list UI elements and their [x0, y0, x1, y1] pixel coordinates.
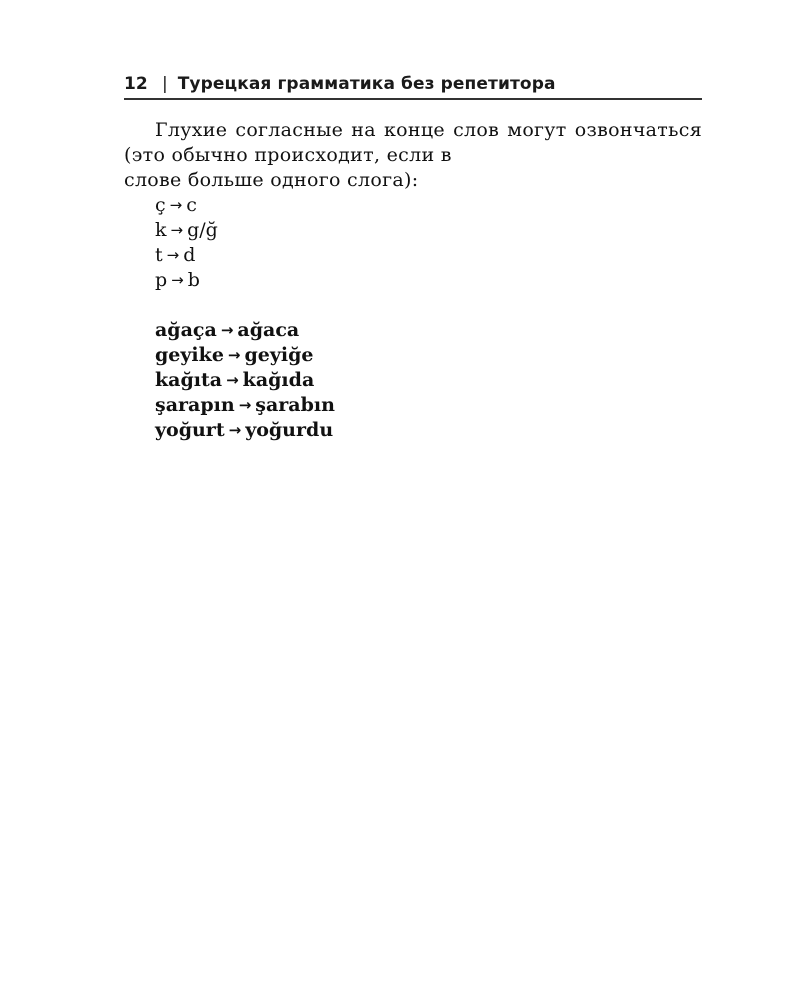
consonant-rules-list [124, 193, 702, 293]
page-number: 12 [124, 74, 148, 94]
book-page [124, 70, 702, 443]
arrow-icon: → [170, 221, 184, 239]
arrow-icon: → [166, 246, 180, 264]
arrow-icon: → [169, 196, 183, 214]
examples-list [124, 318, 702, 443]
example-item: yoğurt → yoğurdu [155, 419, 334, 441]
intro-paragraph-text: Глухие согласные на конце слов могут озвончаться (это обычно происходит, если в [124, 119, 702, 166]
example-item: kağıta → kağıda [155, 369, 315, 391]
rule-item: t → d [155, 244, 196, 266]
arrow-icon: → [238, 396, 252, 414]
header-separator: | [162, 74, 168, 94]
example-item: geyike → geyiğe [155, 344, 314, 366]
intro-paragraph-tail: слове больше одного слога): [124, 169, 419, 191]
example-item: şarapın → şarabın [155, 394, 335, 416]
arrow-icon: → [220, 321, 234, 339]
intro-paragraph [124, 118, 702, 193]
arrow-icon: → [228, 421, 242, 439]
rule-item: p → b [155, 269, 200, 291]
arrow-icon: → [171, 271, 184, 289]
arrow-icon: → [226, 371, 239, 389]
book-title: Турецкая грамматика без репетитора [177, 74, 556, 94]
rule-item: k → g/ğ [155, 219, 218, 241]
rule-item: ç → c [155, 194, 197, 216]
arrow-icon: → [227, 346, 241, 364]
running-header [124, 70, 702, 100]
example-item: ağaça → ağaca [155, 319, 300, 341]
